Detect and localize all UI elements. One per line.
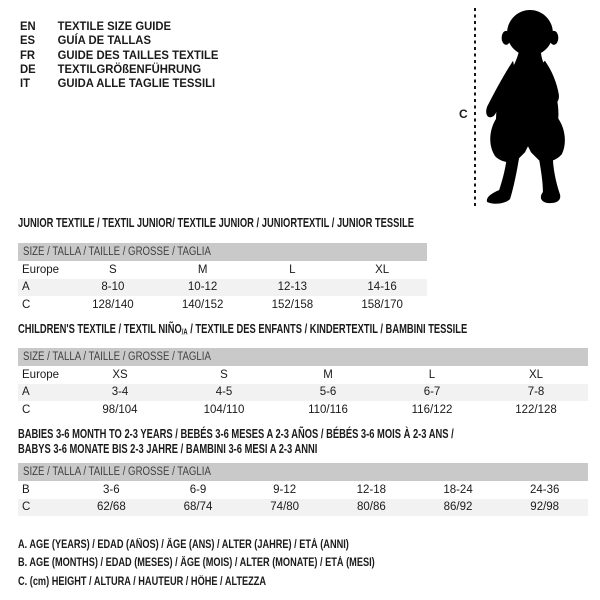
size-header-text: SIZE / TALLA / TAILLE / GRÖSSE / TAGLIA — [23, 466, 211, 478]
row-label: C — [22, 298, 31, 311]
junior-table — [18, 243, 427, 314]
note-age-months: B. AGE (MONTHS) / EDAD (MESES) / ÂGE (MOIS) / ALTER (MONATE) / ETÀ (MESI) — [18, 557, 375, 570]
row-label: C — [22, 501, 31, 514]
height-cell: 86/92 — [443, 501, 473, 514]
months-cell: 6-9 — [189, 483, 207, 496]
row-label: C — [22, 403, 31, 416]
size-cell: L — [289, 263, 296, 276]
height-cell: 110/116 — [308, 403, 348, 416]
children-table-title — [18, 321, 467, 339]
lang-row-es — [20, 33, 218, 47]
age-cell: 7-8 — [527, 386, 545, 399]
lang-row-de — [20, 62, 218, 76]
lang-label: GUIDA ALLE TAGLIE TESSILI — [57, 76, 216, 91]
babies-title-line2: BABYS 3-6 MONATE BIS 2-3 JAHRE / BAMBINI 3-6 MESI A 2-3 ANNI — [18, 441, 318, 456]
lang-row-fr — [20, 48, 218, 62]
lang-label: GUIDE DES TAILLES TEXTILE — [57, 47, 219, 62]
height-cell: 158/170 — [361, 298, 403, 311]
row-label: A — [22, 386, 30, 399]
height-cell: 152/158 — [271, 298, 314, 311]
table-row — [18, 384, 588, 402]
table-row — [18, 499, 588, 517]
lang-code: ES — [20, 33, 36, 48]
children-title-part1: CHILDREN'S TEXTILE / TEXTIL NIÑO — [18, 321, 182, 336]
row-label: A — [22, 281, 30, 294]
months-cell: 18-24 — [443, 483, 473, 496]
lang-row-it — [20, 76, 218, 90]
table-row — [18, 261, 427, 279]
size-header-text: SIZE / TALLA / TAILLE / GRÖSSE / TAGLIA — [23, 351, 211, 363]
children-table — [18, 348, 588, 419]
height-cell: 74/80 — [270, 501, 300, 514]
height-cell: 128/140 — [92, 298, 134, 311]
height-cell: 116/122 — [411, 403, 453, 416]
size-cell: S — [109, 263, 117, 276]
age-cell: 6-7 — [423, 386, 441, 399]
height-cell: 122/128 — [515, 403, 557, 416]
toddler-silhouette-icon — [483, 9, 569, 206]
height-cell: 62/68 — [96, 501, 126, 514]
lang-label: GUÍA DE TALLAS — [57, 33, 151, 48]
table-row — [18, 279, 427, 297]
size-cell: L — [428, 368, 436, 381]
table-row — [18, 366, 588, 384]
table-row — [18, 401, 588, 419]
age-cell: 4-5 — [215, 386, 233, 399]
age-cell: 3-4 — [111, 386, 129, 399]
lang-code: IT — [20, 76, 31, 91]
months-cell: 9-12 — [273, 483, 297, 496]
size-cell: S — [220, 368, 228, 381]
children-title-subscript: /A — [181, 327, 188, 337]
table-row — [18, 481, 588, 499]
size-cell: M — [323, 368, 333, 381]
children-size-header-bar — [18, 348, 588, 366]
row-label: B — [22, 483, 30, 496]
height-cell: 98/104 — [102, 403, 138, 416]
height-cell: 80/86 — [356, 501, 386, 514]
months-cell: 24-36 — [529, 483, 560, 496]
note-height-cm: C. (cm) HEIGHT / ALTURA / HAUTEUR / HÖHE / ALTEZZA — [18, 575, 267, 588]
height-cell: 68/74 — [183, 501, 213, 514]
babies-table — [18, 463, 588, 516]
children-title-part2: / TEXTILE DES ENFANTS / KINDERTEXTIL / BAMBINI TESSILE — [187, 321, 468, 336]
months-cell: 3-6 — [103, 483, 120, 496]
height-measure-dashed-line — [474, 8, 476, 206]
lang-label: TEXTILGRÖßENFÜHRUNG — [57, 62, 202, 77]
size-cell: M — [197, 263, 208, 276]
age-cell: 8-10 — [101, 281, 125, 294]
lang-code: DE — [20, 62, 36, 77]
lang-row-en — [20, 19, 218, 33]
legend-notes — [18, 536, 464, 591]
months-cell: 12-18 — [356, 483, 387, 496]
size-header-text: SIZE / TALLA / TAILLE / GRÖSSE / TAGLIA — [23, 246, 211, 258]
row-label: Europe — [22, 263, 60, 276]
lang-code: EN — [20, 19, 36, 34]
babies-size-header-bar — [18, 463, 588, 481]
size-cell: XL — [528, 368, 544, 381]
height-cell: 92/98 — [530, 501, 560, 514]
note-age-years: A. AGE (YEARS) / EDAD (AÑOS) / ÂGE (ANS) / ALTER (JAHRE) / ETÀ (ANNI) — [18, 539, 349, 552]
age-cell: 12-13 — [277, 281, 308, 294]
lang-label: TEXTILE SIZE GUIDE — [57, 19, 172, 34]
junior-size-header-bar — [18, 243, 427, 261]
lang-code: FR — [20, 47, 36, 62]
figure-area — [456, 8, 588, 208]
junior-table-title: JUNIOR TEXTILE / TEXTIL JUNIOR/ TEXTILE JUNIOR / JUNIORTEXTIL / JUNIOR TESSILE — [18, 215, 414, 230]
row-label: Europe — [22, 368, 60, 381]
table-row — [18, 296, 427, 314]
age-cell: 14-16 — [367, 281, 397, 294]
height-cell: 104/110 — [203, 403, 245, 416]
size-cell: XS — [112, 368, 128, 381]
height-measure-label: C — [459, 107, 468, 121]
babies-title-line1: BABIES 3-6 MONTH TO 2-3 YEARS / BEBÉS 3-6 MESES A 2-3 AÑOS / BÉBÉS 3-6 MOIS À 2-3 ANS / — [18, 426, 454, 441]
babies-table-title — [18, 426, 600, 456]
height-cell: 140/152 — [181, 298, 224, 311]
language-header — [20, 19, 231, 90]
age-cell: 5-6 — [319, 386, 337, 399]
size-cell: XL — [375, 263, 390, 276]
age-cell: 10-12 — [187, 281, 218, 294]
